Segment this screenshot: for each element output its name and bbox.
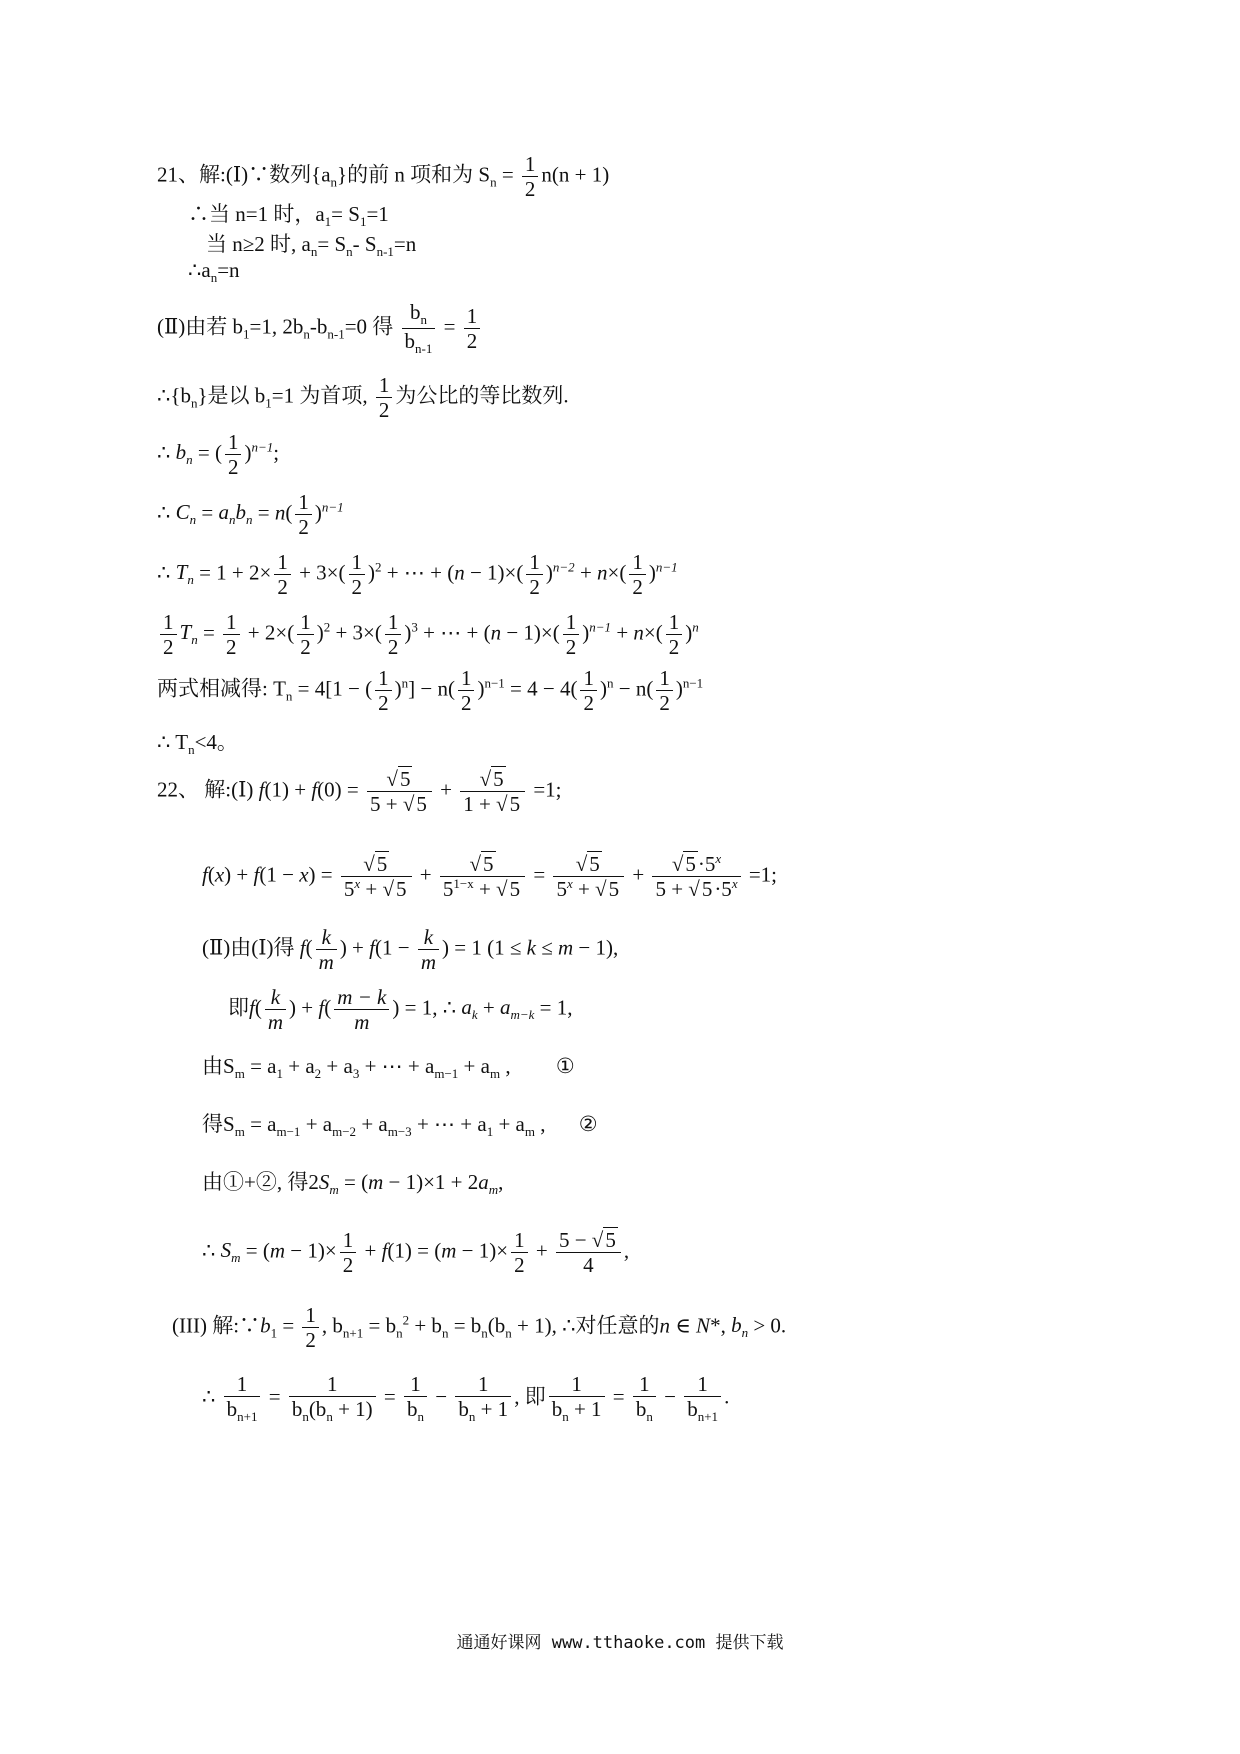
q22-part1: 22、 解:(Ⅰ) f(1) + f(0) = $\frac{√5}{5 + √5}$ + $\frac{√5}{1 + √5}$ =1;	[157, 767, 562, 817]
q21-line1: 21、解:(Ⅰ)∵数列$\{a_n\}$的前 n 项和为 $S_n$ = $\frac{1}{2}$ n(n + 1)	[157, 152, 610, 202]
footer-credit: 通通好课网 www.tthaoke.com 提供下载	[456, 1633, 784, 1653]
q22-fx-identity: f(x) + f(1 − x) = $\frac{√5}{5^x + √5}$ + $\frac{√5}{5^{1-x} + √5}$ = $\frac{√5}{5^x + √5}$ + $\frac{√5\cdot 5^x}{5 + √5\cdot 5^x}$ =1;	[202, 851, 778, 902]
q21-conclusion: ∴ $T_n<4$。	[157, 730, 238, 758]
q22-sm-result: ∴ $S_m = (m - 1)\times$ $\frac{1}{2}$ + f(1) = (m − 1)× $\frac{1}{2}$ + $\frac{5 - √5}{4}$ ,	[202, 1228, 630, 1278]
q21-tn: ∴ $T_n = 1 + 2\times$ $\frac{1}{2}$ + 3×( $\frac{1}{2}$ )$^2$ + ⋯ + (n − 1)×( $\frac{1}{2}$ )$^{n-2}$ + n×( $\frac{1}{2}$ )$^{n-1}$	[157, 550, 678, 600]
q22-part3: (III) 解$:\because b_1$ = $\frac{1}{2}$ , $b_{n+1} = b_n^2 + b_n = b_n(b_n + 1)$, ∴对任意的n ∈ N*, $b_n > 0$.	[172, 1303, 787, 1353]
q22-reciprocal: ∴ $\frac{1}{b_{n+1}}$ = $\frac{1}{b_n(b_n + 1)}$ = $\frac{1}{b_n}$ − $\frac{1}{b_n + 1}$ , 即 $\frac{1}{b_n + 1}$ = $\frac{1}{b_n}$ − $\frac{1}{b_{n+1}}$ .	[202, 1372, 730, 1425]
q21-part2: (Ⅱ)由若 $b_1=1$, $2b_n-b_{n-1}=0$ 得 $\frac{b_n}{b_{n-1}}$ = $\frac{1}{2}$	[157, 300, 483, 357]
q22-sm-reverse: 得$S_m = a_{m-1} + a_{m-2} + a_{m-3}$ + ⋯ + $a_1 + a_m$ , ②	[202, 1112, 598, 1140]
q21-line4: $\therefore a_n=n$	[188, 258, 240, 286]
q21-cn: ∴ $C_n = a_nb_n = n$( $\frac{1}{2}$ )$^{n-1}$	[157, 490, 344, 540]
q21-geometric: $\therefore\{b_n\}$是以 $b_1=1$ 为首项, $\frac{1}{2}$ 为公比的等比数列.	[157, 373, 569, 423]
q21-bn: ∴ $b_n$ = ( $\frac{1}{2}$ )$^{n-1}$;	[157, 430, 280, 480]
q21-line3: 当 n≥2 时, $a_n= S_n-$ $S_{n-1}=n$	[206, 232, 417, 260]
q22-sm-forward: 由$S_m = a_1 + a_2 + a_3$ + ⋯ + $a_{m-1} + a_m$ , ①	[202, 1054, 575, 1082]
q21-half-tn: $\frac{1}{2}$ $T_n$ = $\frac{1}{2}$ + 2×( $\frac{1}{2}$ )$^2$ + 3×( $\frac{1}{2}$ )$^3$ + ⋯ + (n − 1)×( $\frac{1}{2}$ )$^{n-1}$ + n×( $\frac{1}{2}$ )$^n$	[157, 610, 699, 659]
q22-part2: (Ⅱ)由(Ⅰ)得 f( $\frac{k}{m}$ ) + f(1 − $\frac{k}{m}$ ) = 1 (1 ≤ k ≤ m − 1),	[202, 925, 619, 975]
q22-ak-sum: 即f( $\frac{k}{m}$ ) + f( $\frac{m - k}{m}$ ) = 1, ∴ $a_k + a_{m-k} = 1$,	[228, 985, 573, 1035]
q21-line2: ∴当 n=1 时，$a_1= S_1=1$	[188, 202, 389, 230]
q21-difference: 两式相减得: $T_n = 4[1$ − ( $\frac{1}{2}$ )$^n$] − n( $\frac{1}{2}$ )$^{n-1}$ = 4 − 4( $\frac{1}{2}$ )$^n$ − n( $\frac{1}{2}$ )$^{n-1}$	[157, 666, 704, 716]
q22-sum-add: 由①+②, 得$2S_m = (m - 1)\times 1 + 2a_m$,	[202, 1170, 504, 1198]
